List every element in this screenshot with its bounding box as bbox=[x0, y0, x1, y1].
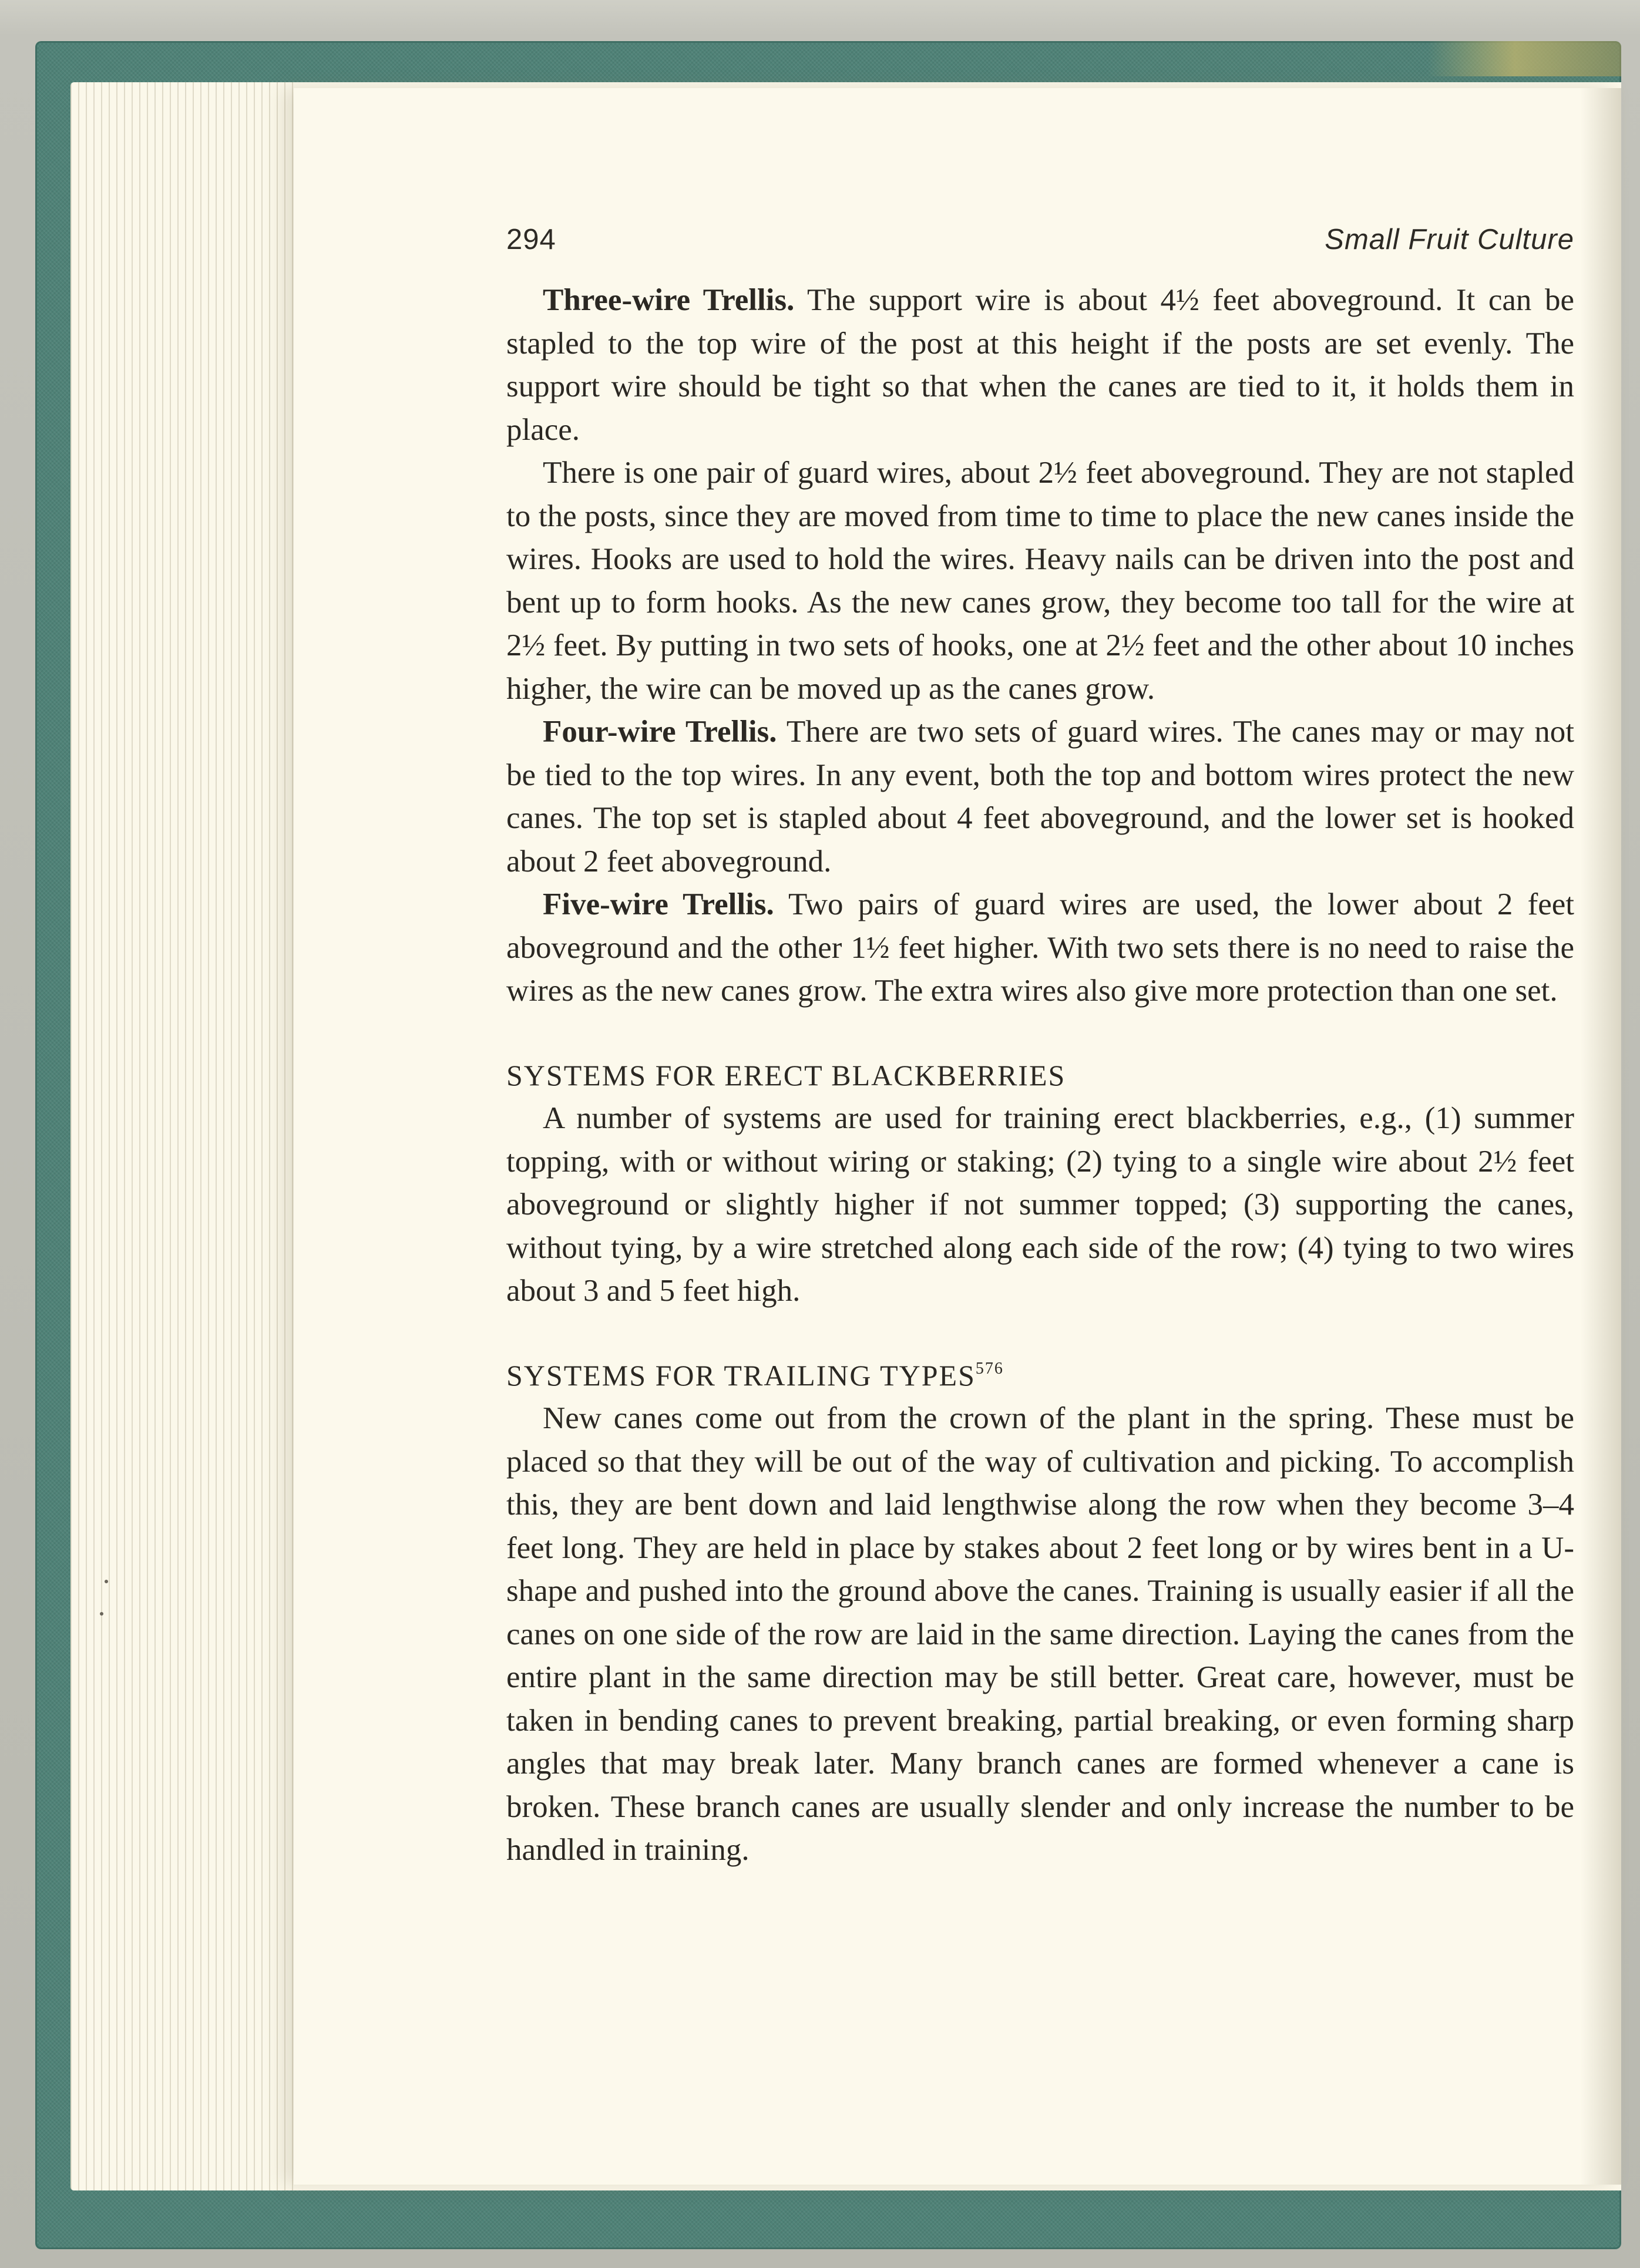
paragraph-text: New canes come out from the crown of the plant in the spring. These must be placed so that they will be out of the way of cultivation and picking. To accomplish this, they are bent down and laid lengthwise along the row when they become 3–4 feet long. They are held in place by stakes about 2 feet long or by wires bent in a U-shape and pushed into the ground above the canes. Training is usually easier if all the canes on one side of the row are laid in the same direction. Laying the canes from the entire plant in the same direction may be still better. Great care, however, must be taken in bending canes to prevent breaking, partial breaking, or even forming sharp angles that may break later. Many branch canes are formed whenever a cane is broken. These branch canes are usually slender and only increase the number to be handled in training. bbox=[506, 1401, 1574, 1867]
paragraph-text: There is one pair of guard wires, about 2½ feet aboveground. They are not stapled to the posts, since they are moved from time to time to place the new canes inside the wires. Hooks are used to hold the wires. Heavy nails can be driven into the post and bent up to form hooks. As the new canes grow, they become too tall for the wire at 2½ feet. By putting in two sets of hooks, one at 2½ feet and the other about 10 inches higher, the wire can be moved up as the canes grow. bbox=[506, 456, 1574, 706]
speck bbox=[100, 1612, 103, 1616]
run-in-heading: Four-wire Trellis. bbox=[543, 715, 777, 749]
page-body bbox=[506, 279, 1574, 1872]
paragraph-guard-wires bbox=[506, 452, 1574, 711]
cover-wear bbox=[1427, 41, 1621, 76]
section-spacer bbox=[506, 1013, 1574, 1054]
footnote-reference: 576 bbox=[975, 1359, 1004, 1378]
book-title: Small Fruit Culture bbox=[1325, 224, 1574, 255]
paragraph-trailing-systems bbox=[506, 1397, 1574, 1872]
run-in-heading: Three-wire Trellis. bbox=[543, 283, 795, 317]
paragraph-text: The support wire is about 4½ feet aboveground. It can be stapled to the top wire of the post at this height if the posts are set evenly. The support wire should be tight so that when the canes are tied to it, it holds them in place. bbox=[506, 283, 1574, 447]
paragraph-text: There are two sets of guard wires. The canes may or may not be tied to the top wires. In any event, both the top and bottom wires protect the new canes. The top set is stapled about 4 feet aboveground, and the lower set is hooked about 2 feet aboveground. bbox=[506, 715, 1574, 879]
paragraph-erect-systems bbox=[506, 1097, 1574, 1313]
section-heading-erect-blackberries: SYSTEMS FOR ERECT BLACKBERRIES bbox=[506, 1058, 1066, 1092]
paragraph-five-wire-trellis bbox=[506, 883, 1574, 1013]
paragraph-four-wire-trellis bbox=[506, 711, 1574, 883]
paragraph-text: Two pairs of guard wires are used, the lower about 2 feet aboveground and the other 1½ feet higher. With two sets there is no need to raise the wires as the new canes grow. The extra wires also give more protection than one set. bbox=[506, 887, 1575, 1008]
run-in-heading: Five-wire Trellis. bbox=[543, 887, 774, 921]
page-gutter-shadow bbox=[1580, 88, 1621, 2185]
paragraph-three-wire-trellis bbox=[506, 279, 1574, 452]
running-head bbox=[506, 223, 1574, 264]
paragraph-text: A number of systems are used for training erect blackberries, e.g., (1) summer topping, with or without wiring or staking; (2) tying to a single wire about 2½ feet aboveground or slightly higher if not summer topped; (3) supporting the canes, without tying, by a wire stretched along each side of the row; (4) tying to two wires about 3 and 5 feet high. bbox=[506, 1101, 1574, 1308]
section-spacer bbox=[506, 1313, 1574, 1354]
speck bbox=[105, 1580, 108, 1583]
heading-text: SYSTEMS FOR TRAILING TYPES bbox=[506, 1358, 976, 1392]
page-number: 294 bbox=[506, 224, 556, 255]
section-heading-trailing-types bbox=[506, 1354, 1574, 1398]
